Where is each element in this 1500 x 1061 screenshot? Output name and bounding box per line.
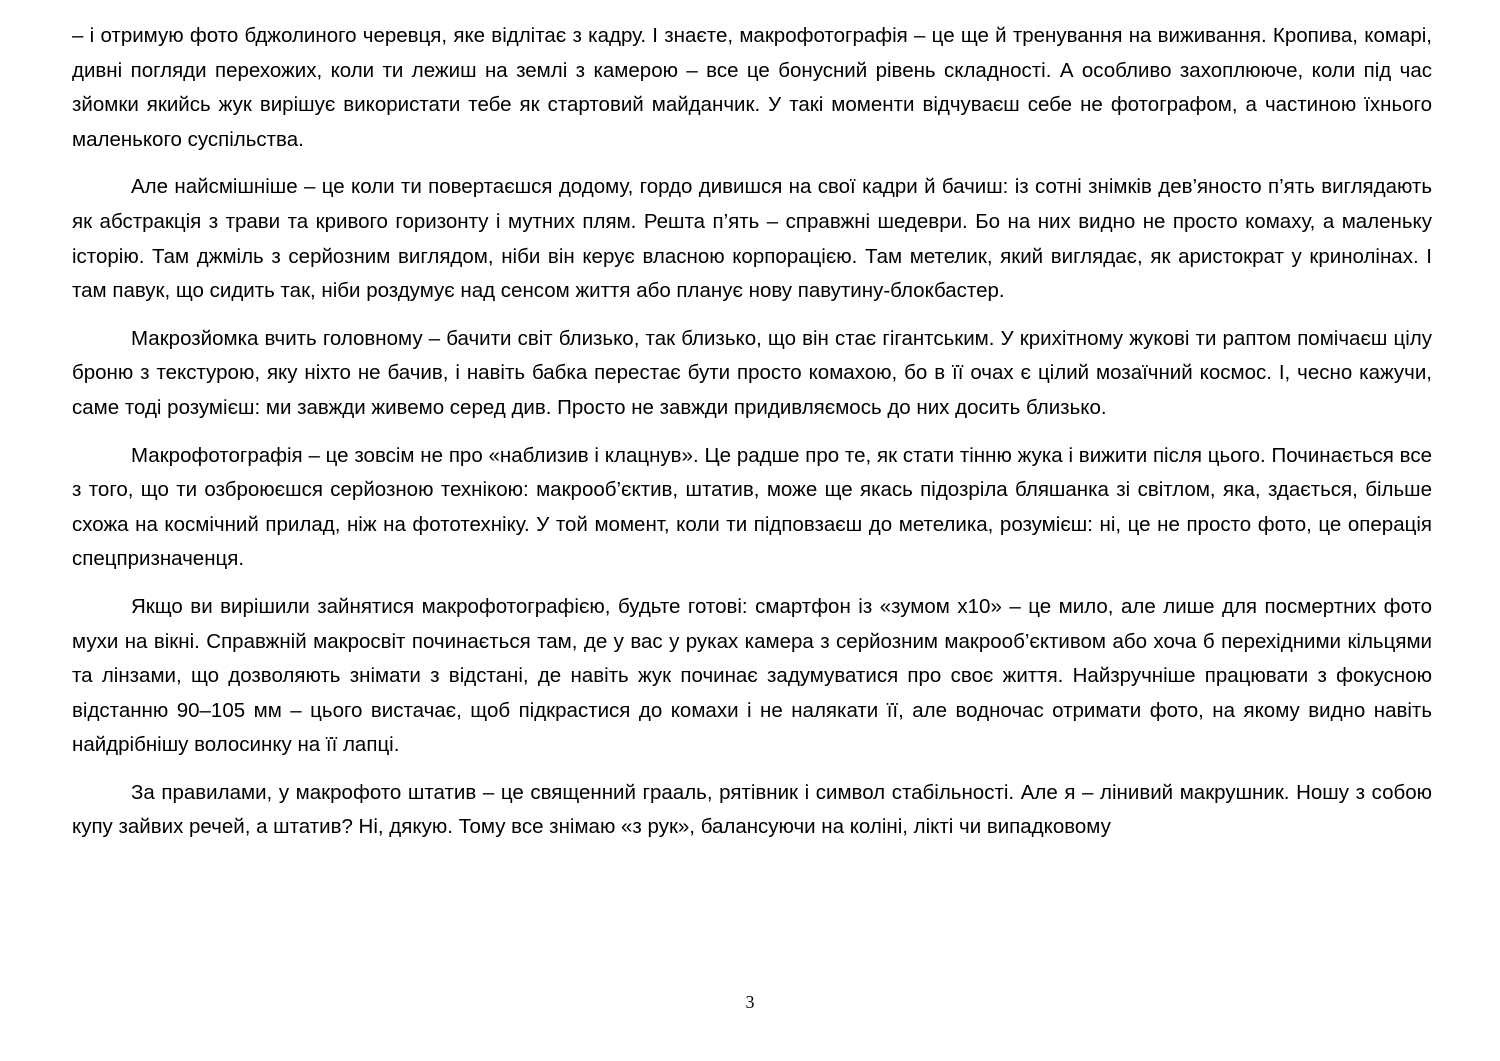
paragraph-1: – і отримую фото бджолиного черевця, яке відлітає з кадру. І знаєте, макрофотографія – це ще й тренування на виживання. Кропива, комарі, дивні погляди перехожих, коли ти лежиш на землі з камерою – все це бонусний рівень складності. А особливо захоплююче, коли під час зйомки якийсь жук вирішує використати тебе як стартовий майданчик. У такі моменти відчуваєш себе не фотографом, а частиною їхнього маленького суспільства. (72, 24, 1432, 151)
paragraph-6: За правилами, у макрофото штатив – це священний грааль, рятівник і символ стабільності. Але я – лінивий макрушник. Ношу з собою купу зайвих речей, а штатив? Ні, дякую. Тому все знімаю «з рук», балансуючи на коліні, лікті чи випадковому (72, 780, 1432, 839)
paragraph-5: Якщо ви вирішили зайнятися макрофотографією, будьте готові: смартфон із «зумом х10» – це мило, але лише для посмертних фото мухи на вікні. Справжній макросвіт починається там, де у вас у руках камера з серйозним макрооб’єктивом або хоча б перехідними кільцями та лінзами, що дозволяють знімати з відстані, де навіть жук починає задумуватися про своє життя. Найзручніше працювати з фокусною відстанню 90–105 мм – цього вистачає, щоб підкрастися до комахи і не налякати її, але водночас отримати фото, на якому видно навіть найдрібнішу волосинку на її лапці. (72, 594, 1432, 757)
paragraph-4: Макрофотографія – це зовсім не про «наблизив і клацнув». Це радше про те, як стати тінню жука і вижити після цього. Починається все з того, що ти озброюєшся серйозною технікою: макрооб’єктив, штатив, може ще якась підозріла бляшанка зі світлом, яка, здається, більше схожа на космічний прилад, ніж на фототехніку. У той момент, коли ти підповзаєш до метелика, розумієш: ні, це не просто фото, це операція спецпризначенця. (72, 443, 1432, 571)
paragraph-2: Але найсмішніше – це коли ти повертаєшся додому, гордо дивишся на свої кадри й бачиш: із сотні знімків дев’яносто п’ять виглядають як абстракція з трави та кривого горизонту і мутних плям. Решта п’ять – справжні шедеври. Бо на них видно не просто комаху, а маленьку історію. Там джміль з серйозним виглядом, ніби він керує власною корпорацією. Там метелик, який виглядає, як аристократ у кринолінах. І там павук, що сидить так, ніби роздумує над сенсом життя або планує нову павутину-блокбастер. (72, 175, 1432, 303)
document-page (72, 0, 1432, 845)
paragraph-3: Макрозйомка вчить головному – бачити світ близько, так близько, що він стає гігантським. У крихітному жукові ти раптом помічаєш цілу броню з текстурою, яку ніхто не бачив, і навіть бабка перестає бути просто комахою, бо в її очах є цілий мозаїчний космос. І, чесно кажучи, саме тоді розумієш: ми завжди живемо серед див. Просто не завжди придивляємось до них досить близько. (72, 326, 1432, 419)
page-number: 3 (745, 992, 755, 1012)
